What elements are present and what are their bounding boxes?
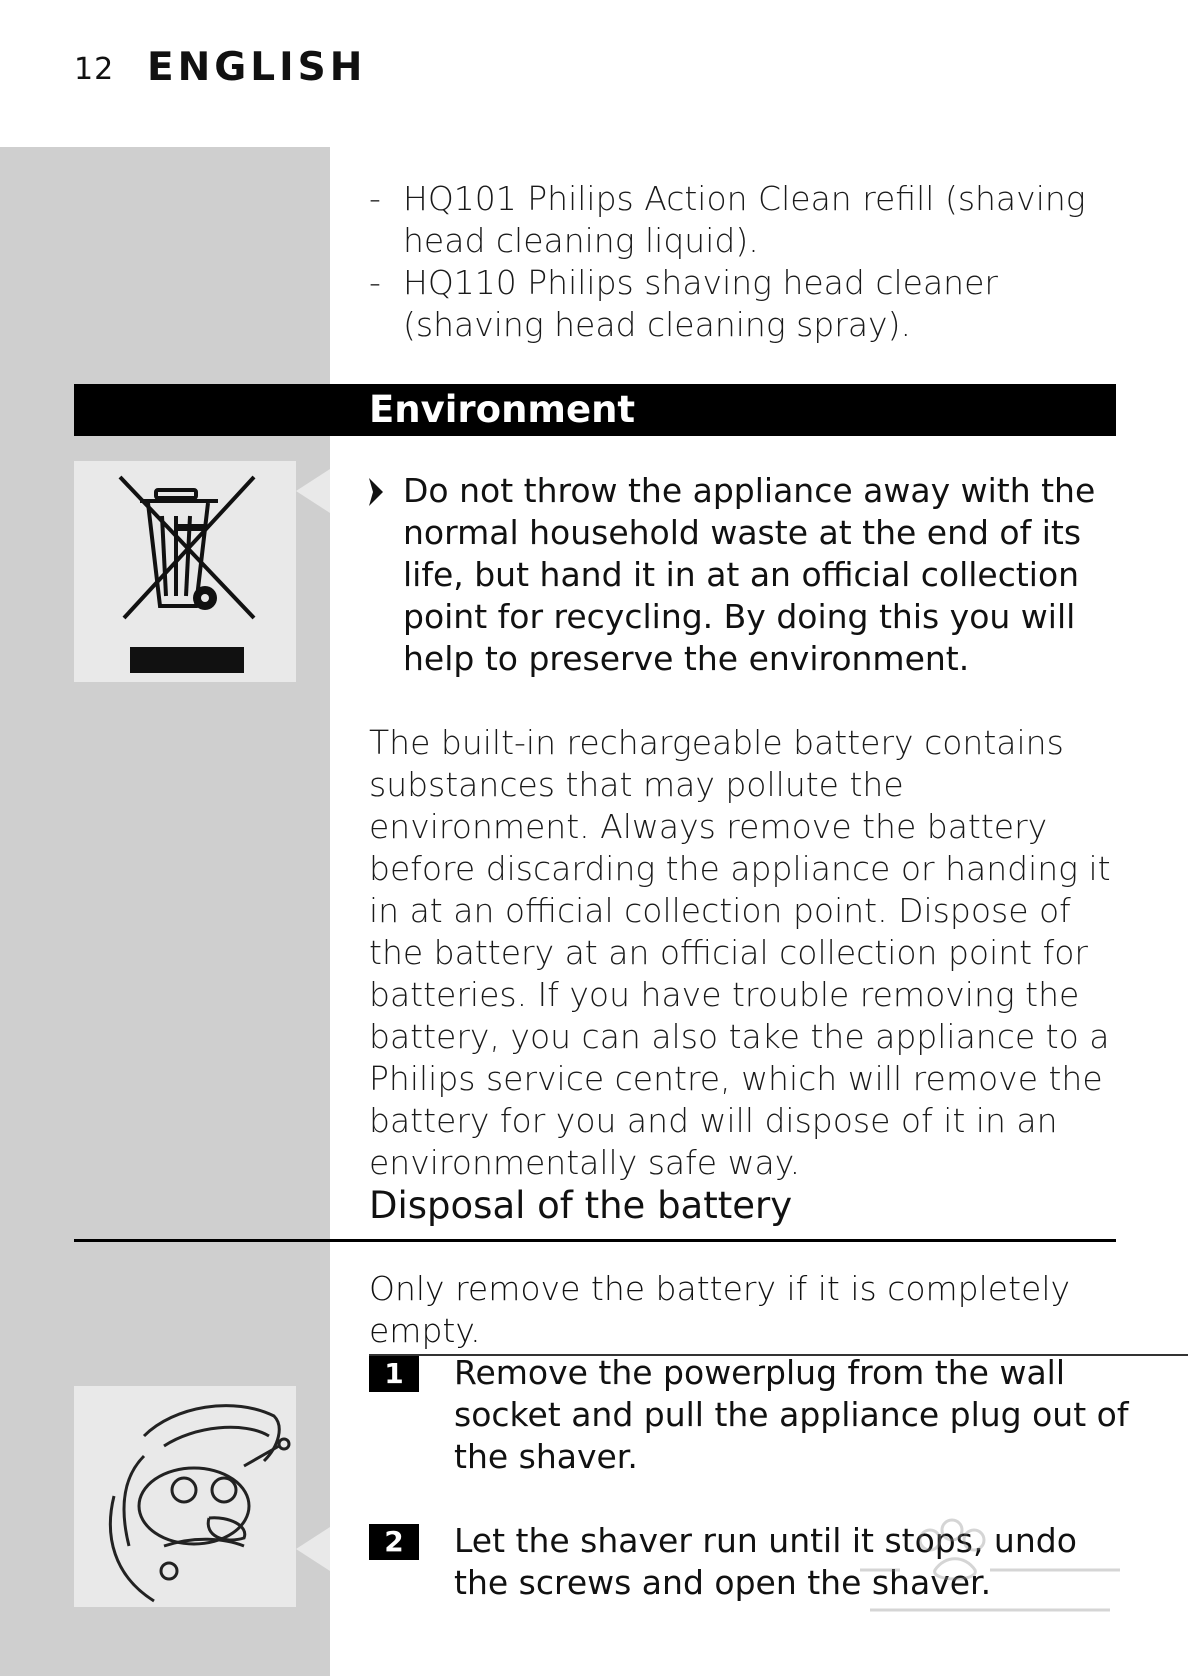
figure-pointer [296,1527,330,1571]
environment-warning: Do not throw the appliance away with the normal household waste at the end of its life, but hand it in at an official collection point for recycling. By doing this you will help to preserve the environment. [403,471,1096,678]
step-text: Let the shaver run until it stops, undo the screws and open the shaver. [454,1521,1077,1602]
step-text: Remove the powerplug from the wall socket and pull the appliance plug out of the shaver. [454,1353,1129,1476]
step-number: 1 [369,1356,419,1392]
section-header-bar [74,384,1116,436]
shaver-opened-illustration [74,1386,296,1607]
warning-block [369,470,1129,680]
disposal-title: Disposal of the battery [369,1184,793,1227]
list-item: - HQ110 Philips shaving head cleaner (shaving head cleaning spray). [369,262,1129,346]
page-number: 12 [74,52,115,87]
disposal-note: Only remove the battery if it is completely empty. [369,1268,1188,1356]
crossed-out-wheelie-bin-icon [74,461,296,682]
shaver-figure [74,1386,296,1607]
page-language-header: ENGLISH [147,45,367,90]
figure-pointer [296,469,330,513]
step-number: 2 [369,1524,419,1560]
list-item: - HQ101 Philips Action Clean refill (shaving head cleaning liquid). [369,178,1129,262]
step-item [369,1352,1129,1478]
environment-title: Environment [369,388,636,431]
accessories-list [369,178,1129,346]
recycling-figure [74,461,296,682]
watermark-logo [840,1500,1140,1630]
warning-triangle-bullet-icon [369,478,383,506]
section-divider [74,1239,1116,1242]
environment-paragraph: The built-in rechargeable battery contains substances that may pollute the environment. Always remove the battery before discarding the appliance or handing it in at an official collection point. Dispose of the battery at an official collection point for batteries. If you have trouble removing the battery, you can also take the appliance to a Philips service centre, which will remove the battery for you and will dispose of it in an environmentally safe way. [369,723,1111,1182]
